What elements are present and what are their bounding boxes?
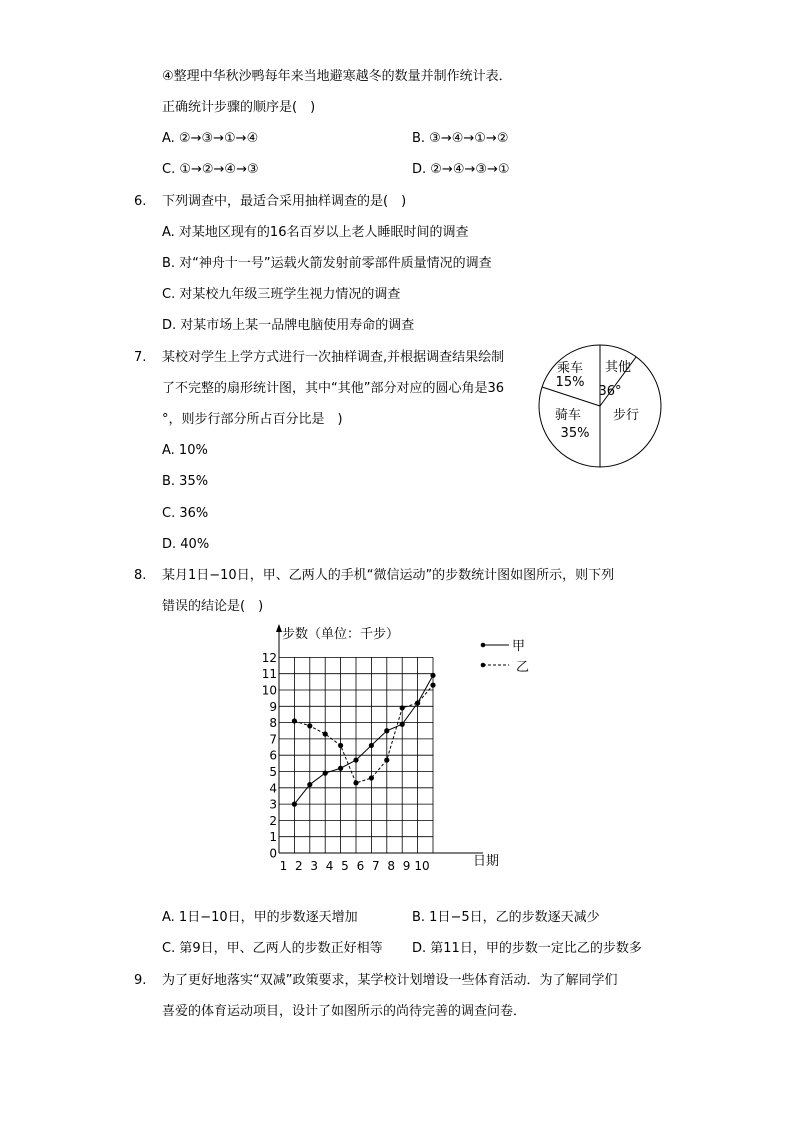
y-tick-label: 6 xyxy=(269,748,277,763)
chart-y-axis-label: 步数（单位：千步） xyxy=(282,627,400,642)
q5-option-d[interactable]: D. ②→④→③→① xyxy=(412,162,510,177)
data-point-jia xyxy=(384,728,389,733)
q7-option-d[interactable]: D. 40% xyxy=(162,537,210,552)
chart-ticks xyxy=(262,651,430,873)
series-line-yi xyxy=(294,685,433,783)
y-tick-label: 3 xyxy=(269,797,277,812)
y-tick-label: 7 xyxy=(269,732,277,747)
pie-label-bike-pct: 35% xyxy=(560,426,590,441)
y-tick-label: 0 xyxy=(269,846,277,861)
y-tick-label: 5 xyxy=(269,765,277,779)
data-point-yi xyxy=(323,731,328,736)
x-tick-label: 1 xyxy=(279,859,288,873)
y-tick-label: 10 xyxy=(261,683,277,698)
pie-label-other-angle: 36° xyxy=(598,384,622,399)
data-point-yi xyxy=(369,775,374,780)
y-tick-label: 12 xyxy=(261,650,277,665)
q6-stem: 下列调查中，最适合采用抽样调查的是( ) xyxy=(162,194,407,209)
series-line-jia xyxy=(294,675,433,804)
pie-label-bus: 乘车 xyxy=(556,361,584,376)
line-chart xyxy=(255,620,545,875)
q6-option-c[interactable]: C. 对某校九年级三班学生视力情况的调查 xyxy=(162,287,401,302)
q7-option-a[interactable]: A. 10% xyxy=(162,443,208,458)
q5-option-b[interactable]: B. ③→④→①→② xyxy=(412,131,509,146)
data-point-jia xyxy=(307,782,312,787)
q7-stem-line2: 了不完整的扇形统计图，其中“其他”部分对应的圆心角是36 xyxy=(162,381,505,396)
data-point-jia xyxy=(292,802,297,807)
y-tick-label: 8 xyxy=(269,716,277,731)
x-tick-label: 5 xyxy=(341,859,349,873)
x-tick-label: 9 xyxy=(402,859,411,873)
legend-marker-yi xyxy=(481,663,486,668)
x-tick-label: 3 xyxy=(310,859,319,873)
q8-option-c[interactable]: C. 第9日，甲、乙两人的步数正好相等 xyxy=(162,941,383,956)
pie-label-other: 其他 xyxy=(604,360,632,375)
y-tick-label: 4 xyxy=(269,781,277,796)
data-point-yi xyxy=(400,705,405,710)
q5-option-c[interactable]: C. ①→②→④→③ xyxy=(162,162,259,177)
data-point-yi xyxy=(307,723,312,728)
data-point-yi xyxy=(430,683,435,688)
q8-stem-line2: 错误的结论是( ) xyxy=(162,599,264,614)
q8-option-b[interactable]: B. 1日−5日，乙的步数逐天减少 xyxy=(412,910,600,925)
x-tick-label: 6 xyxy=(356,859,365,873)
q7-stem-line3: °，则步行部分所占百分比是 ) xyxy=(162,412,343,427)
x-tick-label: 10 xyxy=(414,859,430,873)
q6-number: 6. xyxy=(134,194,147,209)
q7-option-b[interactable]: B. 35% xyxy=(162,474,209,489)
y-tick-label: 1 xyxy=(269,830,277,845)
y-tick-label: 2 xyxy=(269,813,277,828)
x-tick-label: 2 xyxy=(294,859,303,873)
q7-option-c[interactable]: C. 36% xyxy=(162,506,209,521)
pie-chart xyxy=(538,340,664,472)
q9-number: 9. xyxy=(134,973,147,988)
q5-option-a[interactable]: A. ②→③→①→④ xyxy=(162,131,259,146)
data-point-yi xyxy=(338,743,343,748)
y-tick-label: 11 xyxy=(261,667,277,682)
legend-label-jia: 甲 xyxy=(512,639,526,654)
q8-stem-line1: 某月1日−10日，甲、乙两人的手机“微信运动”的步数统计图如图所示，则下列 xyxy=(162,568,615,583)
chart-legend xyxy=(481,639,529,675)
q6-option-d[interactable]: D. 对某市场上某一品牌电脑使用寿命的调查 xyxy=(162,318,415,333)
legend-label-yi: 乙 xyxy=(516,660,530,675)
data-point-jia xyxy=(338,766,343,771)
x-tick-label: 8 xyxy=(387,859,396,873)
legend-marker-jia xyxy=(481,643,486,648)
q5-prompt: 正确统计步骤的顺序是( ) xyxy=(162,100,316,115)
q8-number: 8. xyxy=(134,568,147,583)
q9-stem-line2: 喜爱的体育运动项目，设计了如图所示的尚待完善的调查问卷． xyxy=(162,1004,527,1019)
q8-option-d[interactable]: D. 第11日，甲的步数一定比乙的步数多 xyxy=(412,941,642,956)
data-point-jia xyxy=(353,757,358,762)
data-point-jia xyxy=(430,673,435,678)
data-point-yi xyxy=(353,780,358,785)
chart-x-axis-label: 日期 xyxy=(473,854,500,869)
q7-number: 7. xyxy=(134,350,147,365)
data-point-jia xyxy=(400,722,405,727)
q9-stem-line1: 为了更好地落实“双减”政策要求，某学校计划增设一些体育活动．为了解同学们 xyxy=(162,973,618,988)
x-tick-label: 4 xyxy=(325,859,334,873)
q8-option-a[interactable]: A. 1日−10日，甲的步数逐天增加 xyxy=(162,910,358,925)
pie-label-walk: 步行 xyxy=(612,408,640,423)
chart-grid xyxy=(279,657,433,853)
data-point-yi xyxy=(292,718,297,723)
q7-stem-line1: 某校对学生上学方式进行一次抽样调查,并根据调查结果绘制 xyxy=(162,350,505,365)
data-point-jia xyxy=(323,771,328,776)
x-tick-label: 7 xyxy=(371,859,380,873)
chart-series xyxy=(292,673,436,807)
pie-label-bus-pct: 15% xyxy=(555,375,585,390)
data-point-yi xyxy=(415,700,420,705)
y-tick-label: 9 xyxy=(269,699,277,714)
q5-step4: ④整理中华秋沙鸭每年来当地避寒越冬的数量并制作统计表． xyxy=(162,69,512,84)
q6-option-b[interactable]: B. 对“神舟十一号”运载火箭发射前零部件质量情况的调查 xyxy=(162,256,492,271)
data-point-yi xyxy=(384,757,389,762)
q6-option-a[interactable]: A. 对某地区现有的16名百岁以上老人睡眠时间的调查 xyxy=(162,225,469,240)
data-point-jia xyxy=(369,743,374,748)
pie-label-bike: 骑车 xyxy=(554,408,582,423)
